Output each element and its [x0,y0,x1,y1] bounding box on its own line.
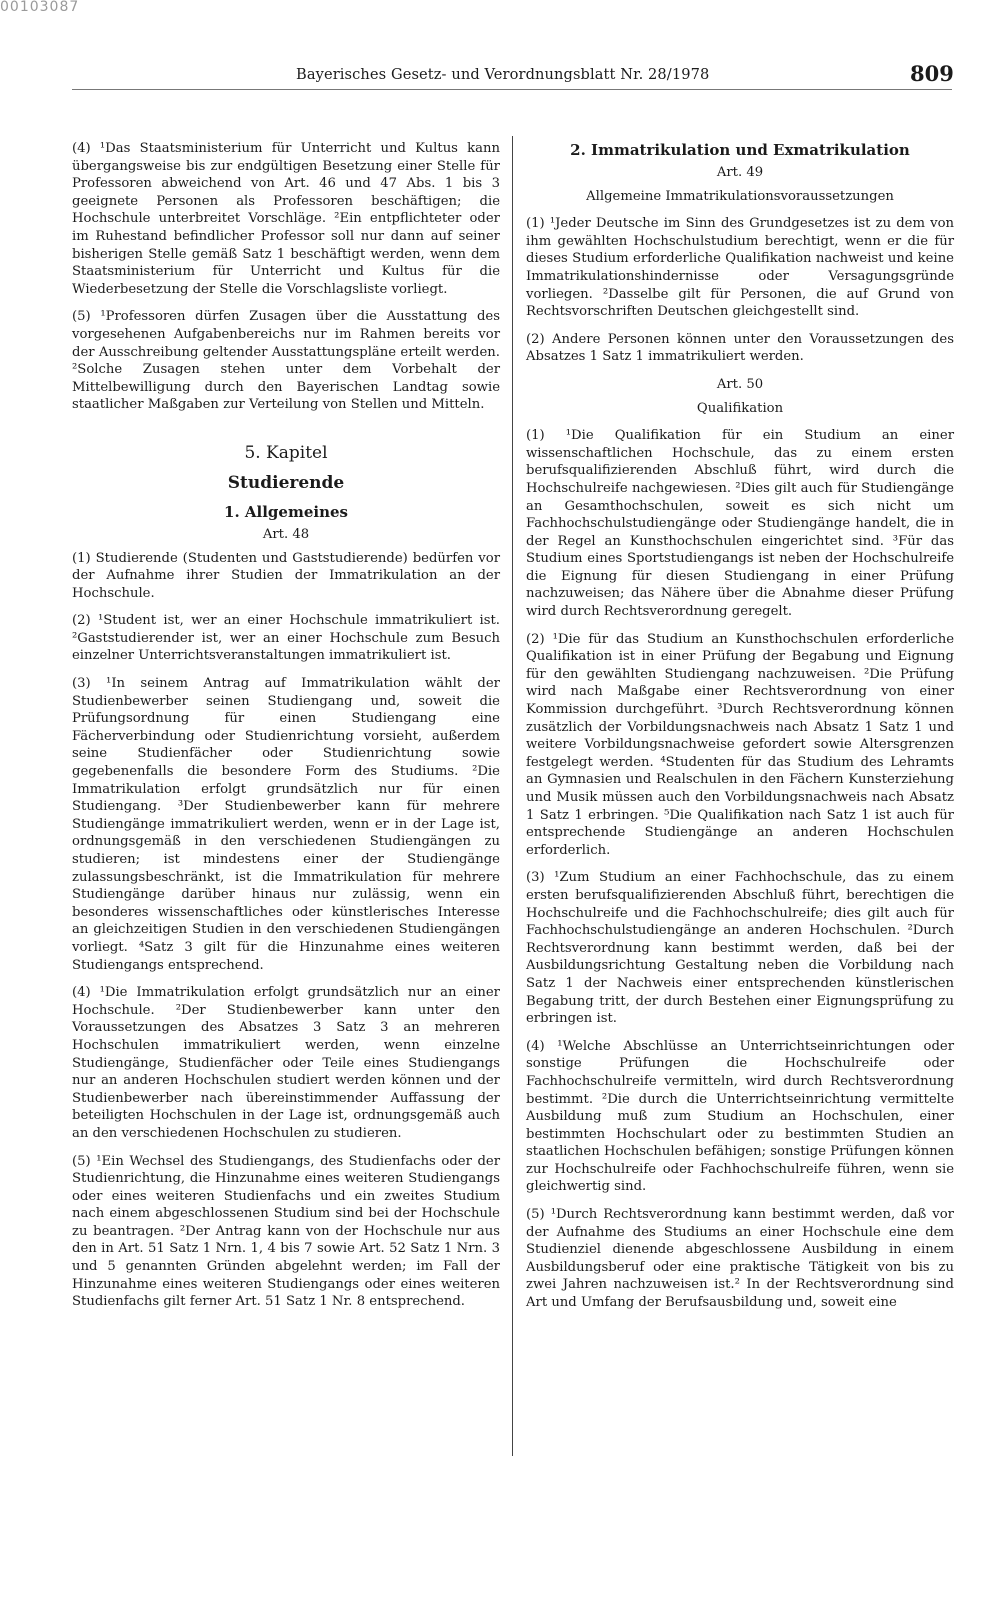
paragraph: (5) ¹Ein Wechsel des Studiengangs, des Studienfachs oder der Studienrichtung, die Hinzunahme eines weiteren Studiengangs oder eines weiteren Studienfachs und ein zweites Studium nach einem abgeschlossenen Studium sind bei der Hochschule zu beantragen. ²Der Antrag kann von der Hochschule nur aus den in Art. 51 Satz 1 Nrn. 1, 4 bis 7 sowie Art. 52 Satz 1 Nrn. 3 und 5 genannten Gründen abgelehnt werden; im Fall der Hinzunahme eines weiteren Studiengangs oder eines weiteren Studienfachs gilt ferner Art. 51 Satz 1 Nr. 8 entsprechend. [72,1153,500,1310]
chapter-heading: 5. Kapitel [244,442,328,463]
paragraph: (1) ¹Jeder Deutsche im Sinn des Grundgesetzes ist zu dem von ihm gewählten Hochschulstudium berechtigt, wenn er die für dieses Studium erforderliche Qualifikation nachweist und keine Immatrikulationshindernisse oder Versagungsgründe vorliegen. ²Dasselbe gilt für Personen, die auf Grund von Rechtsvorschriften Deutschen gleichgestellt sind. [526,216,954,320]
paragraph: (5) ¹Professoren dürfen Zusagen über die Ausstattung des vorgesehenen Aufgabenbereichs nur im Rahmen bereits vor der Ausschreibung geltender Ausstattungspläne erteilt werden. ²Solche Zusagen stehen unter dem Vorbehalt der Mittelbewilligung durch den Bayerischen Landtag sowie staatlicher Maßgaben zur Verteilung von Stellen und Mitteln. [72,309,500,413]
paragraph: (3) ¹In seinem Antrag auf Immatrikulation wählt der Studienbewerber seinen Studiengang und, soweit die Prüfungsordnung für einen Studiengang eine Fächerverbindung oder Studienrichtung vorsieht, außerdem seine Studienfächer oder Studienrichtung sowie gegebenenfalls die besondere Form des Studiums. ²Die Immatrikulation erfolgt grundsätzlich nur für einen Studiengang. ³Der Studienbewerber kann für mehrere Studiengänge immatrikuliert werden, wenn er in der Lage ist, ordnungsgemäß in den verschiedenen Studiengängen zu studieren; ist mindestens einer der Studiengänge zulassungsbeschränkt, ist die Immatrikulation für mehrere Studiengänge darüber hinaus nur zulässig, wenn ein besonderes wissenschaftliches oder künstlerisches Interesse an gleichzeitigen Studien in den verschiedenen Studiengängen vorliegt. ⁴Satz 3 gilt für die Hinzunahme eines weiteren Studiengangs entsprechend. [72,676,500,973]
left-column [72,140,500,1321]
section-heading: 2. Immatrikulation und Exmatrikulation [570,141,910,159]
article-title: Qualifikation [696,400,784,416]
header-rule [72,89,952,90]
page-number: 809 [910,61,954,86]
article-heading: Art. 48 [262,526,310,542]
paragraph: (4) ¹Welche Abschlüsse an Unterrichtseinrichtungen oder sonstige Prüfungen die Hochschulreife oder Fachhochschulreife vermitteln, wird durch Rechtsverordnung bestimmt. ²Die durch die Unterrichtseinrichtung vermittelte Ausbildung muß zum Studium an Hochschulen, einer bestimmten Hochschulart oder zu bestimmten Studien an staatlichen Hochschulen befähigen; sonstige Prüfungen können zur Hochschulreife oder Fachhochschulreife führen, wenn sie gleichwertig sind. [526,1038,954,1195]
article-heading: Art. 50 [716,376,764,392]
paragraph: (2) Andere Personen können unter den Voraussetzungen des Absatzes 1 Satz 1 immatrikuliert werden. [526,331,954,365]
running-header: Bayerisches Gesetz- und Verordnungsblatt Nr. 28/1978 [296,66,710,83]
paragraph: (3) ¹Zum Studium an einer Fachhochschule, das zu einem ersten berufsqualifizierenden Abschluß führt, berechtigen die Hochschulreife und die Fachhochschulreife; dies gilt auch für Fachhochschulstudiengänge an anderen Hochschulen. ²Durch Rechtsverordnung kann bestimmt werden, daß bei der Ausbildungsrichtung Gestaltung neben die Vorbildung nach Satz 1 der Nachweis einer entsprechenden künstlerischen Begabung tritt, der durch Bestehen einer Eignungsprüfung zu erbringen ist. [526,870,954,1027]
paragraph: (4) ¹Die Immatrikulation erfolgt grundsätzlich nur an einer Hochschule. ²Der Studienbewerber kann unter den Voraussetzungen des Absatzes 3 Satz 3 an mehreren Hochschulen immatrikuliert werden, wenn einzelne Studiengänge, Studienfächer oder Teile eines Studiengangs nur an anderen Hochschulen studiert werden können und der Studienbewerber nach übereinstimmender Auffassung der beteiligten Hochschulen in der Lage ist, ordnungsgemäß auch an den verschiedenen Hochschulen zu studieren. [72,985,500,1141]
paragraph: (4) ¹Das Staatsministerium für Unterricht und Kultus kann übergangsweise bis zur endgültigen Besetzung einer Stelle für Professoren abweichend von Art. 46 und 47 Abs. 1 bis 3 geeignete Personen als Professoren beschäftigen; die Hochschule unterbreitet Vorschläge. ²Ein entpflichteter oder im Ruhestand befindlicher Professor soll nur dann auf seiner bisherigen Stelle gemäß Satz 1 beschäftigt werden, wenn dem Staatsministerium für Unterricht und Kultus für die Wiederbesetzung der Stelle die Vorschlagsliste vorliegt. [72,141,500,297]
right-column [526,140,954,1322]
column-divider [512,136,513,1456]
scan-id: 00103087 [0,0,80,15]
paragraph: (2) ¹Die für das Studium an Kunsthochschulen erforderliche Qualifikation ist in einer Prüfung der Begabung und Eignung für den gewählten Studiengang nachzuweisen. ²Die Prüfung wird nach Maßgabe einer Rechtsverordnung von einer Kommission durchgeführt. ³Durch Rechtsverordnung können zusätzlich der Vorbildungsnachweis nach Absatz 1 Satz 1 und weitere Vorbildungsnachweise gefordert sowie Altersgrenzen festgelegt werden. ⁴Studenten für das Studium des Lehramts an Gymnasien und Realschulen in den Fächern Kunsterziehung und Musik müssen auch den Vorbildungsnachweis nach Absatz 1 Satz 1 erbringen. ⁵Die Qualifikation nach Satz 1 ist auch für entsprechende Studiengänge an anderen Hochschulen erforderlich. [526,631,954,858]
paragraph: (5) ¹Durch Rechtsverordnung kann bestimmt werden, daß vor der Aufnahme des Studiums an einer Hochschule eine dem Studienziel dienende abgeschlossene Ausbildung in einem Ausbildungsberuf oder eine praktische Tätigkeit von bis zu zwei Jahren nachzuweisen ist.² In der Rechtsverordnung sind Art und Umfang der Berufsausbildung und, soweit eine [526,1207,954,1311]
paragraph: (1) Studierende (Studenten und Gaststudierende) bedürfen vor der Aufnahme ihrer Studien der Immatrikulation an der Hochschule. [72,550,500,601]
section-heading: 1. Allgemeines [224,502,348,521]
paragraph: (1) ¹Die Qualifikation für ein Studium an einer wissenschaftlichen Hochschule, das zu einem ersten berufsqualifizierenden Abschluß führt, wird durch die Hochschulreife nachgewiesen. ²Dies gilt auch für Studiengänge an Gesamthochschulen, soweit es sich nicht um Fachhochschulstudiengänge oder Studiengänge handelt, die in der Regel an Kunsthochschulen eingerichtet sind. ³Für das Studium eines Sportstudiengangs ist neben der Hochschulreife die Eignung für diesen Studiengang in einer Prüfung nachzuweisen; das Nähere über die Abnahme dieser Prüfung wird durch Rechtsverordnung geregelt. [526,428,954,620]
article-title: Allgemeine Immatrikulationsvoraussetzungen [586,188,894,204]
paragraph: (2) ¹Student ist, wer an einer Hochschule immatrikuliert ist. ²Gaststudierender ist, wer an einer Hochschule zum Besuch einzelner Unterrichtsveranstaltungen immatrikuliert ist. [72,613,500,664]
part-heading: Studierende [227,472,345,493]
article-heading: Art. 49 [716,165,764,180]
